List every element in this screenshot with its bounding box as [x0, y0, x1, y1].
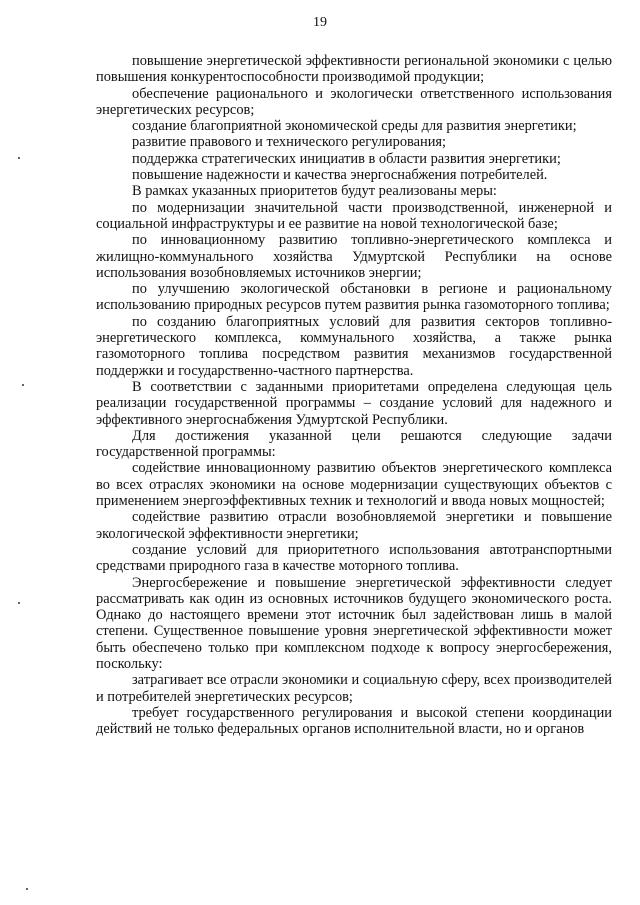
paragraph: Для достижения указанной цели решаются следующие задачи государственной программы: — [96, 427, 612, 461]
paragraph: требует государственного регулирования и высокой степени координации действий не только федеральных органов исполнительной власти, но и органов — [96, 704, 612, 738]
paragraph: содействие инновационному развитию объектов энергетического комплекса во всех отраслях экономики на основе модернизации существующих объектов с применением энергоэффективных техник и технологий и ввода новых мощностей; — [96, 460, 612, 510]
paragraph: повышение надежности и качества энергоснабжения потребителей. — [132, 167, 548, 184]
paragraph: по модернизации значительной части производственной, инженерной и социальной инфраструктуры и ее развитие на новой технологической базе; — [96, 199, 612, 232]
paragraph: обеспечение рационального и экологически ответственного использования энергетических ресурсов; — [96, 85, 612, 118]
paragraph: по созданию благоприятных условий для развития секторов топливно-энергетического комплекса, коммунального хозяйства, а также рынка газомоторного топлива посредством развития механизмов государственной поддержки и государственно-частного партнерства. — [96, 313, 612, 379]
paragraph: по улучшению экологической обстановки в регионе и рациональному использованию природных ресурсов путем развития рынка газомоторного топлива; — [96, 281, 612, 314]
paragraph: Энергосбережение и повышение энергетической эффективности следует рассматривать как один из основных источников будущего экономического роста. Однако до настоящего времени этот источник был задействован лишь в малой степени. Существенное повышение уровня энергетической эффективности может быть обеспечено только при комплексном подходе к вопросу энергосбережения, поскольку: — [96, 574, 612, 672]
paragraph: повышение энергетической эффективности региональной экономики с целью повышения конкурентоспособности производимой продукции; — [96, 53, 612, 86]
paragraph: развитие правового и технического регулирования; — [132, 134, 447, 151]
paragraph: поддержка стратегических инициатив в области развития энергетики; — [132, 150, 561, 167]
paragraph: В соответствии с заданными приоритетами определена следующая цель реализации государственной программы – создание условий для надежного и эффективного энергоснабжения Удмуртской Республики. — [96, 378, 612, 428]
paragraph: по инновационному развитию топливно-энергетического комплекса и жилищно-коммунального хозяйства Удмуртской Республики на основе использования возобновляемых источников энергии; — [96, 232, 612, 281]
page-number: 19 — [313, 15, 327, 30]
paragraph: содействие развитию отрасли возобновляемой энергетики и повышение экологической эффективности энергетики; — [96, 509, 612, 542]
scan-speck — [18, 602, 20, 604]
paragraph: В рамках указанных приоритетов будут реализованы меры: — [132, 183, 497, 200]
scan-speck — [18, 157, 20, 159]
paragraph: создание условий для приоритетного использования автотранспортными средствами природного газа в качестве моторного топлива. — [96, 541, 612, 575]
paragraph: создание благоприятной экономической среды для развития энергетики; — [132, 118, 577, 135]
scan-speck — [26, 888, 28, 890]
paragraph: затрагивает все отрасли экономики и социальную сферу, всех производителей и потребителей энергетических ресурсов; — [96, 672, 612, 705]
scan-speck — [22, 384, 24, 386]
document-body — [96, 53, 612, 737]
